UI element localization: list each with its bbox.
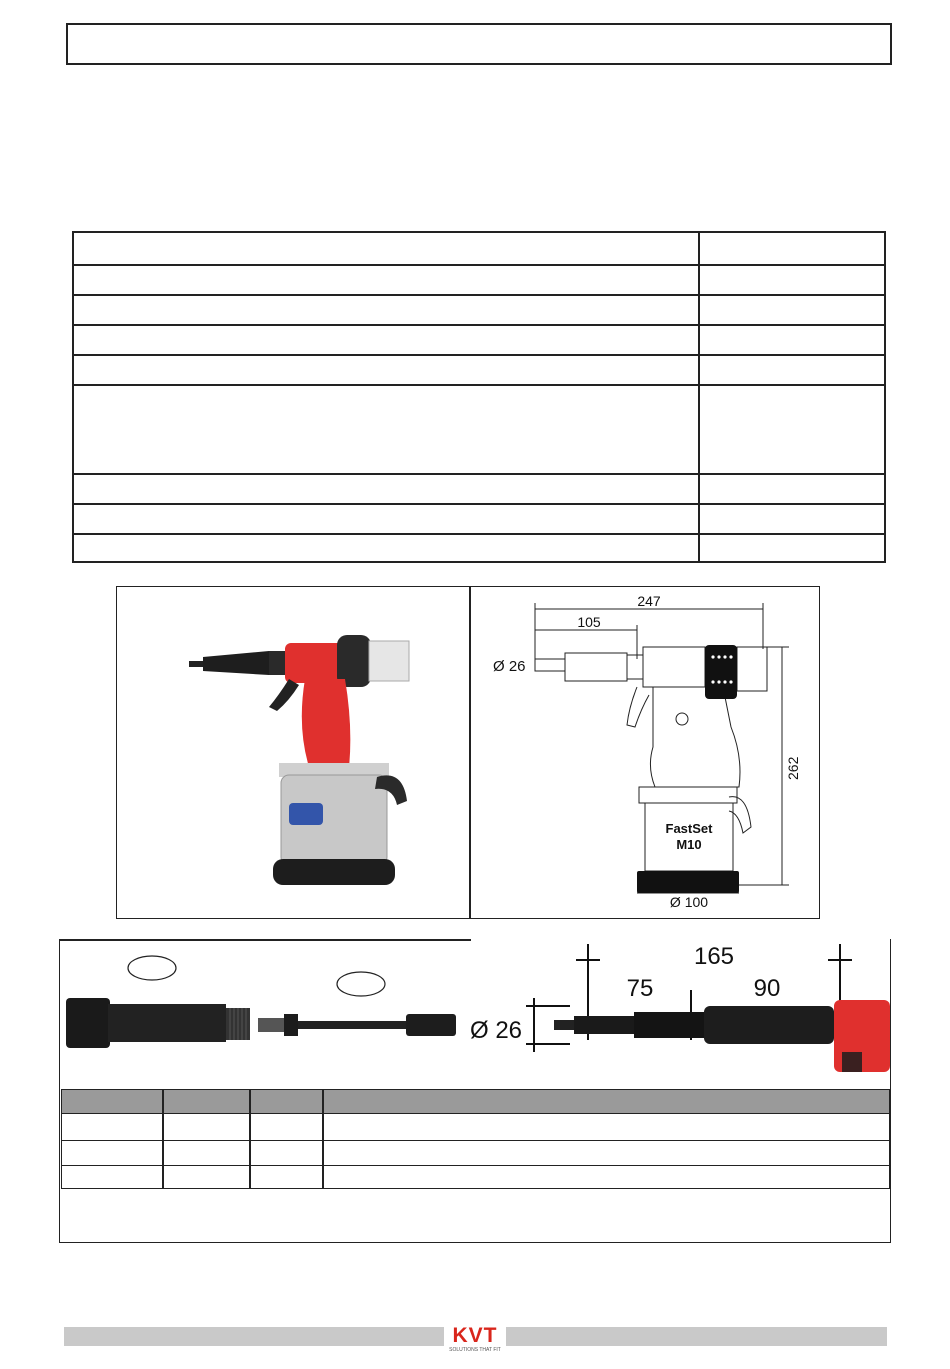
dim-front-length: 105 bbox=[577, 614, 601, 630]
dim-overall-length: 247 bbox=[637, 593, 661, 609]
tool-drawing bbox=[477, 587, 817, 919]
header-box bbox=[66, 23, 892, 65]
table-row bbox=[61, 1166, 890, 1189]
dim-total: 165 bbox=[693, 943, 735, 970]
specification-table bbox=[72, 231, 886, 563]
figure-divider bbox=[469, 587, 471, 918]
dim-height: 262 bbox=[785, 756, 801, 780]
kvt-logo bbox=[444, 1325, 506, 1361]
nose-housing bbox=[66, 998, 110, 1048]
tool-end-cap bbox=[369, 641, 409, 681]
tool-nose bbox=[203, 651, 269, 675]
spec-row bbox=[74, 294, 884, 326]
table-row bbox=[61, 1141, 890, 1166]
part-callout-1 bbox=[128, 956, 176, 980]
model-name: FastSet bbox=[665, 821, 713, 836]
part-callout-2 bbox=[337, 972, 385, 996]
mandrel-thread bbox=[258, 1018, 284, 1032]
accessories-table bbox=[61, 1089, 890, 1189]
logo-tagline: SOLUTIONS THAT FIT bbox=[449, 1347, 501, 1353]
spec-row bbox=[74, 324, 884, 356]
spec-row bbox=[74, 533, 884, 563]
table-row bbox=[61, 1114, 890, 1141]
spec-row bbox=[74, 233, 884, 266]
accessory-parts bbox=[62, 954, 466, 1054]
tool-photo bbox=[177, 617, 417, 897]
tool-trigger bbox=[269, 679, 299, 711]
mandrel-head bbox=[406, 1014, 456, 1036]
dim-diameter: Ø 26 bbox=[470, 1017, 523, 1044]
tool-nose-tip bbox=[189, 661, 203, 667]
spec-row bbox=[74, 264, 884, 296]
tool-grip bbox=[302, 679, 351, 767]
figure-panel bbox=[116, 586, 820, 919]
spec-row bbox=[74, 384, 884, 475]
tool-base bbox=[273, 859, 395, 885]
ce-label bbox=[289, 803, 323, 825]
dim-base-diameter: Ø 100 bbox=[669, 894, 709, 910]
dim-segment-b: 90 bbox=[753, 975, 781, 1002]
accessories-table-header bbox=[61, 1089, 890, 1114]
dim-segment-a: 75 bbox=[626, 975, 654, 1002]
mandrel-shaft bbox=[298, 1021, 406, 1029]
spec-row bbox=[74, 354, 884, 386]
model-size: M10 bbox=[676, 837, 702, 852]
logo-wordmark: KVT bbox=[452, 1324, 498, 1347]
spec-row bbox=[74, 473, 884, 505]
dim-nose-diameter: Ø 26 bbox=[493, 658, 526, 675]
nose-drawing bbox=[470, 940, 890, 1072]
spec-row bbox=[74, 503, 884, 535]
